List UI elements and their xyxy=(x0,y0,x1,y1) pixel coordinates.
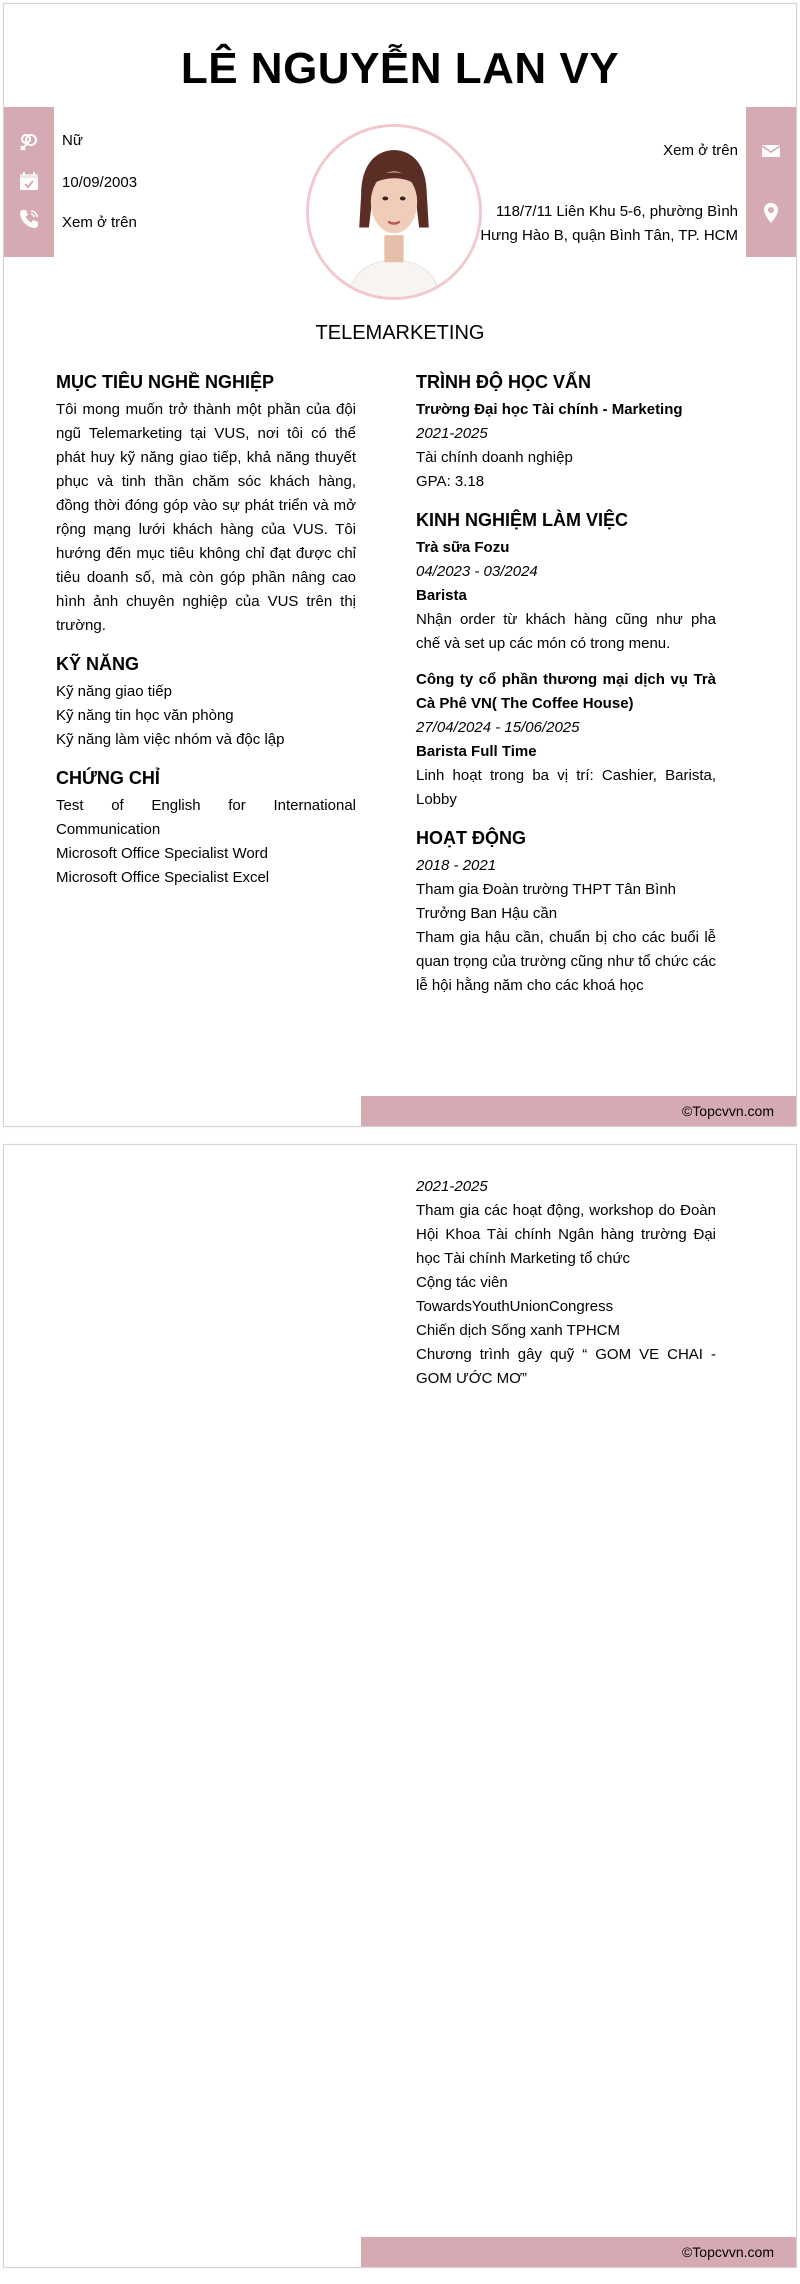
activity-line: Chiến dịch Sống xanh TPHCM xyxy=(416,1322,620,1339)
job-description: Linh hoạt trong ba vị trí: Cashier, Barista, Lobby xyxy=(416,767,716,808)
job-period: 04/2023 - 03/2024 xyxy=(416,563,538,580)
certificate-item: Test of English for International Communication xyxy=(56,797,356,838)
resume-page-1 xyxy=(3,3,797,1127)
experience-section xyxy=(416,508,716,812)
education-major: Tài chính doanh nghiệp xyxy=(416,449,573,466)
skill-item: Kỹ năng tin học văn phòng xyxy=(56,707,234,724)
job-company: Công ty cổ phần thương mại dịch vụ Trà Cà Phê VN( The Coffee House) xyxy=(416,671,716,712)
objective-section xyxy=(56,370,356,638)
activity-line: Chương trình gây quỹ “ GOM VE CHAI - GOM ƯỚC MƠ” xyxy=(416,1346,716,1387)
phone-text: Xem ở trên xyxy=(62,214,137,231)
right-column-continued xyxy=(416,1175,716,1391)
activity-period: 2018 - 2021 xyxy=(416,857,497,874)
candidate-name: LÊ NGUYỄN LAN VY xyxy=(180,44,620,93)
address-text: 118/7/11 Liên Khu 5-6, phường Bình Hưng Hào B, quận Bình Tân, TP. HCM xyxy=(480,203,738,244)
activities-title: HOẠT ĐỘNG xyxy=(416,828,526,848)
job-title: TELEMARKETING xyxy=(315,322,485,344)
school-name: Trường Đại học Tài chính - Marketing xyxy=(416,401,683,418)
skill-item: Kỹ năng làm việc nhóm và độc lập xyxy=(56,731,285,748)
footer-bar xyxy=(361,2237,796,2267)
objective-title: MỤC TIÊU NGHỀ NGHIỆP xyxy=(56,372,275,392)
job-description: Nhận order từ khách hàng cũng như pha chế và set up các món có trong menu. xyxy=(416,611,716,652)
email-text: Xem ở trên xyxy=(663,142,738,159)
experience-title: KINH NGHIỆM LÀM VIỆC xyxy=(416,510,629,530)
activity-line: Tham gia hậu cần, chuẩn bị cho các buổi lễ quan trọng của trường cũng như tổ chức các lễ hội hằng năm cho các khoá học xyxy=(416,929,716,994)
education-section xyxy=(416,370,716,494)
certificates-section xyxy=(56,766,356,890)
right-column xyxy=(416,370,716,1012)
activity-line: Trưởng Ban Hậu cần xyxy=(416,905,558,922)
left-column xyxy=(56,370,356,904)
calendar-icon xyxy=(17,169,41,193)
skill-item: Kỹ năng giao tiếp xyxy=(56,683,172,700)
left-icon-strip xyxy=(4,107,54,257)
activity-line: Tham gia Đoàn trường THPT Tân Bình xyxy=(416,881,677,898)
footer-text: ©Topcvvn.com xyxy=(681,2244,774,2260)
email-icon xyxy=(759,139,783,163)
avatar xyxy=(306,124,482,300)
skills-title: KỸ NĂNG xyxy=(56,654,140,674)
job-position: Barista Full Time xyxy=(416,743,537,760)
footer-text: ©Topcvvn.com xyxy=(681,1103,774,1119)
skills-section xyxy=(56,652,356,752)
certificates-title: CHỨNG CHỈ xyxy=(56,768,160,788)
education-title: TRÌNH ĐỘ HỌC VẤN xyxy=(416,372,591,392)
education-gpa: GPA: 3.18 xyxy=(416,473,485,490)
activity-line: Tham gia các hoạt động, workshop do Đoàn Hội Khoa Tài chính Ngân hàng trường Đại học Tài chính Marketing tổ chức xyxy=(416,1202,716,1267)
phone-icon xyxy=(17,207,41,231)
objective-text: Tôi mong muốn trở thành một phần của đội ngũ Telemarketing tại VUS, nơi tôi có thể phát huy kỹ năng giao tiếp, khả năng thuyết phục và tinh thần chăm sóc khách hàng, đồng thời đóng góp vào sự phát triển và mở rộng mạng lưới khách hàng của VUS. Tôi hướng đến mục tiêu không chỉ đạt được chỉ tiêu doanh số, mà còn góp phần nâng cao hình ảnh chuyên nghiệp của VUS trên thị trường. xyxy=(56,401,356,634)
job-period: 27/04/2024 - 15/06/2025 xyxy=(416,719,580,736)
gender-text: Nữ xyxy=(62,132,83,149)
activity-period: 2021-2025 xyxy=(416,1178,488,1195)
activity-line: Cộng tác viên xyxy=(416,1274,508,1291)
activity-line: TowardsYouthUnionCongress xyxy=(416,1298,614,1315)
gender-icon xyxy=(17,131,41,155)
certificate-item: Microsoft Office Specialist Excel xyxy=(56,869,270,886)
education-period: 2021-2025 xyxy=(416,425,488,442)
activities-section xyxy=(416,826,716,998)
certificate-item: Microsoft Office Specialist Word xyxy=(56,845,269,862)
job-company: Trà sữa Fozu xyxy=(416,539,510,556)
birthday-text: 10/09/2003 xyxy=(62,174,138,191)
location-icon xyxy=(759,201,783,225)
right-icon-strip xyxy=(746,107,796,257)
footer-bar xyxy=(361,1096,796,1126)
job-position: Barista xyxy=(416,587,467,604)
resume-page-2 xyxy=(3,1144,797,2268)
